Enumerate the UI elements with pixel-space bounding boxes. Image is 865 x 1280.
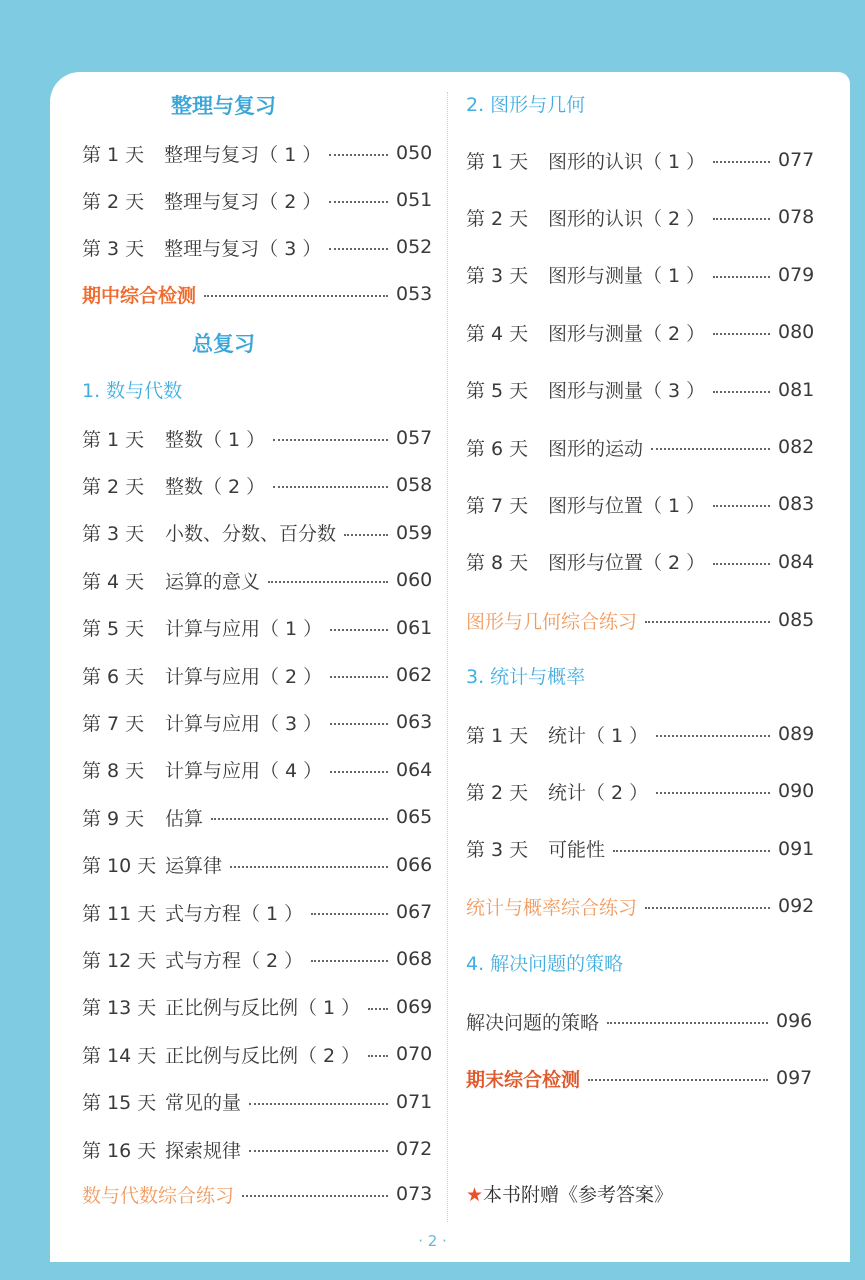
entry-page: 097 xyxy=(776,1067,813,1089)
entry-title: 探索规律 xyxy=(165,1139,242,1162)
entry-page: 079 xyxy=(778,263,815,286)
leader-dots xyxy=(311,960,388,962)
toc-entry[interactable] xyxy=(466,202,814,232)
leader-dots xyxy=(713,391,770,393)
leader-dots xyxy=(204,295,388,297)
leader-dots xyxy=(613,850,770,852)
entry-day: 第 12 天 xyxy=(82,949,157,972)
entry-day: 第 7 天 xyxy=(82,712,145,735)
entry-page: 092 xyxy=(778,895,815,917)
entry-day: 第 2 天 xyxy=(466,781,529,804)
entry-title: 整数（ 2 ） xyxy=(165,475,266,498)
toc-entry[interactable] xyxy=(466,432,814,462)
toc-entry[interactable] xyxy=(82,850,432,880)
entry-title: 运算的意义 xyxy=(165,570,261,593)
entry-title: 式与方程（ 2 ） xyxy=(165,949,304,972)
entry-title: 估算 xyxy=(165,807,204,830)
toc-entry-final-test[interactable] xyxy=(466,1063,812,1093)
entry-page: 050 xyxy=(396,142,433,164)
entry-day: 第 14 天 xyxy=(82,1044,157,1067)
entry-day: 第 11 天 xyxy=(82,902,157,925)
toc-entry[interactable] xyxy=(82,897,432,927)
entry-day: 第 8 天 xyxy=(466,552,529,575)
entry-day: 第 6 天 xyxy=(82,665,145,688)
entry-page: 052 xyxy=(396,236,433,258)
toc-entry[interactable] xyxy=(466,834,814,864)
toc-entry-geometry-practice[interactable] xyxy=(466,605,814,635)
leader-dots xyxy=(273,439,388,441)
toc-entry[interactable] xyxy=(466,489,814,519)
toc-entry[interactable] xyxy=(466,375,814,405)
toc-entry-strategies[interactable] xyxy=(466,1006,812,1036)
entry-title: 图形的运动 xyxy=(548,437,644,460)
entry-title: 图形与测量（ 2 ） xyxy=(548,322,706,345)
entry-day: 第 3 天 xyxy=(82,237,145,260)
entry-title: 图形与位置（ 1 ） xyxy=(548,494,706,517)
entry-page: 084 xyxy=(778,550,815,573)
entry-title: 运算律 xyxy=(165,855,223,878)
leader-dots xyxy=(713,218,770,220)
entry-day: 第 9 天 xyxy=(82,807,145,830)
entry-day: 第 2 天 xyxy=(82,475,145,498)
toc-entry[interactable] xyxy=(82,755,432,785)
appendix-text: 本书附赠《参考答案》 xyxy=(483,1184,674,1206)
toc-entry[interactable] xyxy=(82,1087,432,1117)
entry-page: 058 xyxy=(396,474,433,497)
leader-dots xyxy=(330,771,388,773)
column-divider xyxy=(447,92,448,1222)
entry-day: 第 1 天 xyxy=(466,150,529,173)
entry-page: 064 xyxy=(396,758,433,781)
toc-entry[interactable] xyxy=(466,776,814,806)
section-heading-geometry: 2. 图形与几何 xyxy=(466,94,586,116)
toc-entry-statistics-practice[interactable] xyxy=(466,891,814,921)
page-number: · 2 · xyxy=(418,1232,447,1250)
entry-page: 071 xyxy=(396,1090,433,1113)
entry-title: 图形与测量（ 3 ） xyxy=(548,380,706,403)
leader-dots xyxy=(713,333,770,335)
general-review-heading: 总复习 xyxy=(192,332,255,356)
entry-title: 正比例与反比例（ 1 ） xyxy=(165,997,361,1020)
entry-title: 数与代数综合练习 xyxy=(82,1184,235,1207)
entry-page: 089 xyxy=(778,723,815,745)
toc-entry[interactable] xyxy=(82,138,432,168)
entry-title: 整理与复习（ 1 ） xyxy=(164,143,322,166)
entry-page: 080 xyxy=(778,321,815,344)
toc-entry[interactable] xyxy=(82,565,432,595)
leader-dots xyxy=(330,676,388,678)
entry-day: 第 4 天 xyxy=(466,322,529,345)
entry-page: 068 xyxy=(396,948,433,971)
entry-page: 065 xyxy=(396,806,433,829)
toc-entry[interactable] xyxy=(466,547,814,577)
toc-entry[interactable] xyxy=(82,707,432,737)
leader-dots xyxy=(329,201,388,203)
entry-title: 计算与应用（ 4 ） xyxy=(165,760,323,783)
leader-dots xyxy=(249,1150,388,1152)
toc-entry[interactable] xyxy=(82,802,432,832)
toc-entry[interactable] xyxy=(82,470,432,500)
entry-page: 061 xyxy=(396,616,433,639)
entry-day: 第 10 天 xyxy=(82,855,157,878)
entry-day: 第 8 天 xyxy=(82,760,145,783)
leader-dots xyxy=(211,818,388,820)
leader-dots xyxy=(645,907,770,909)
entry-page: 063 xyxy=(396,711,433,734)
entry-title: 图形与几何综合练习 xyxy=(466,610,638,633)
entry-day: 第 5 天 xyxy=(82,618,145,641)
entry-day: 第 2 天 xyxy=(466,207,529,230)
leader-dots xyxy=(330,629,388,631)
section-heading-number-algebra: 1. 数与代数 xyxy=(82,380,183,402)
toc-entry[interactable] xyxy=(82,185,432,215)
review-heading: 整理与复习 xyxy=(171,94,276,118)
entry-title: 统计（ 2 ） xyxy=(548,781,649,804)
entry-title: 统计（ 1 ） xyxy=(548,724,649,747)
entry-title: 正比例与反比例（ 2 ） xyxy=(165,1044,361,1067)
toc-entry[interactable] xyxy=(82,518,432,548)
leader-dots xyxy=(329,248,388,250)
entry-title: 统计与概率综合练习 xyxy=(466,896,638,919)
toc-entry[interactable] xyxy=(466,719,814,749)
leader-dots xyxy=(588,1079,768,1081)
entry-page: 057 xyxy=(396,427,433,449)
entry-day: 第 16 天 xyxy=(82,1139,157,1162)
toc-entry[interactable] xyxy=(466,317,814,347)
leader-dots xyxy=(713,276,770,278)
leader-dots xyxy=(607,1022,768,1024)
leader-dots xyxy=(249,1103,388,1105)
entry-title: 图形的认识（ 2 ） xyxy=(548,207,706,230)
entry-page: 051 xyxy=(396,189,433,211)
toc-entry[interactable] xyxy=(466,260,814,290)
toc-entry[interactable] xyxy=(82,992,432,1022)
entry-day: 第 4 天 xyxy=(82,570,145,593)
entry-page: 096 xyxy=(776,1010,813,1032)
toc-entry[interactable] xyxy=(82,1134,432,1164)
toc-entry[interactable] xyxy=(82,423,432,453)
entry-title: 可能性 xyxy=(548,839,606,862)
entry-day: 第 3 天 xyxy=(466,839,529,862)
entry-page: 060 xyxy=(396,569,433,592)
toc-entry[interactable] xyxy=(466,145,814,175)
toc-entry-midterm-test[interactable] xyxy=(82,279,432,309)
entry-page: 082 xyxy=(778,436,815,458)
leader-dots xyxy=(311,913,388,915)
leader-dots xyxy=(230,866,388,868)
entry-day: 第 1 天 xyxy=(466,724,529,747)
entry-day: 第 2 天 xyxy=(82,190,145,213)
leader-dots xyxy=(368,1008,388,1010)
entry-page: 059 xyxy=(396,521,433,544)
leader-dots xyxy=(651,448,770,450)
entry-page: 053 xyxy=(396,283,433,305)
entry-title: 图形与测量（ 1 ） xyxy=(548,265,706,288)
leader-dots xyxy=(713,161,770,163)
entry-title: 小数、分数、百分数 xyxy=(165,523,337,546)
entry-day: 第 7 天 xyxy=(466,494,529,517)
entry-title: 式与方程（ 1 ） xyxy=(165,902,304,925)
entry-title: 整数（ 1 ） xyxy=(165,428,266,451)
entry-title: 计算与应用（ 1 ） xyxy=(165,618,323,641)
entry-day: 第 6 天 xyxy=(466,437,529,460)
toc-entry[interactable] xyxy=(82,1039,432,1069)
entry-page: 062 xyxy=(396,664,433,686)
entry-title: 期中综合检测 xyxy=(82,284,197,307)
entry-page: 081 xyxy=(778,378,815,401)
entry-title: 计算与应用（ 2 ） xyxy=(165,665,323,688)
entry-page: 085 xyxy=(778,609,815,631)
leader-dots xyxy=(645,621,770,623)
leader-dots xyxy=(656,735,770,737)
entry-title: 整理与复习（ 2 ） xyxy=(164,190,322,213)
leader-dots xyxy=(330,723,388,725)
entry-title: 整理与复习（ 3 ） xyxy=(164,237,322,260)
entry-page: 090 xyxy=(778,780,815,803)
toc-entry[interactable] xyxy=(82,613,432,643)
entry-title: 期末综合检测 xyxy=(466,1068,581,1091)
entry-page: 078 xyxy=(778,206,815,229)
appendix-note xyxy=(466,1180,673,1207)
leader-dots xyxy=(344,534,388,536)
entry-day: 第 1 天 xyxy=(82,428,145,451)
section-heading-statistics: 3. 统计与概率 xyxy=(466,666,586,688)
leader-dots xyxy=(713,563,770,565)
entry-title: 解决问题的策略 xyxy=(466,1011,600,1034)
entry-page: 072 xyxy=(396,1138,433,1160)
entry-title: 图形的认识（ 1 ） xyxy=(548,150,706,173)
entry-title: 图形与位置（ 2 ） xyxy=(548,552,706,575)
entry-page: 083 xyxy=(778,493,815,516)
toc-entry[interactable] xyxy=(82,232,432,262)
entry-day: 第 3 天 xyxy=(82,523,145,546)
entry-title: 常见的量 xyxy=(165,1092,242,1115)
leader-dots xyxy=(273,486,388,488)
leader-dots xyxy=(713,505,770,507)
entry-page: 066 xyxy=(396,853,433,876)
entry-page: 091 xyxy=(778,837,815,860)
entry-day: 第 3 天 xyxy=(466,265,529,288)
toc-entry[interactable] xyxy=(82,660,432,690)
section-heading-strategies: 4. 解决问题的策略 xyxy=(466,953,624,975)
entry-title: 计算与应用（ 3 ） xyxy=(165,712,323,735)
toc-entry-number-algebra-practice[interactable] xyxy=(82,1179,432,1209)
entry-day: 第 15 天 xyxy=(82,1092,157,1115)
leader-dots xyxy=(329,154,388,156)
leader-dots xyxy=(656,792,770,794)
entry-day: 第 5 天 xyxy=(466,380,529,403)
entry-day: 第 13 天 xyxy=(82,997,157,1020)
entry-page: 069 xyxy=(396,995,433,1018)
entry-page: 073 xyxy=(396,1183,433,1205)
leader-dots xyxy=(268,581,388,583)
entry-page: 067 xyxy=(396,901,433,923)
toc-entry[interactable] xyxy=(82,944,432,974)
entry-page: 070 xyxy=(396,1043,433,1066)
entry-page: 077 xyxy=(778,149,815,171)
entry-day: 第 1 天 xyxy=(82,143,145,166)
leader-dots xyxy=(368,1055,388,1057)
leader-dots xyxy=(242,1195,388,1197)
star-icon: ★ xyxy=(466,1184,484,1206)
